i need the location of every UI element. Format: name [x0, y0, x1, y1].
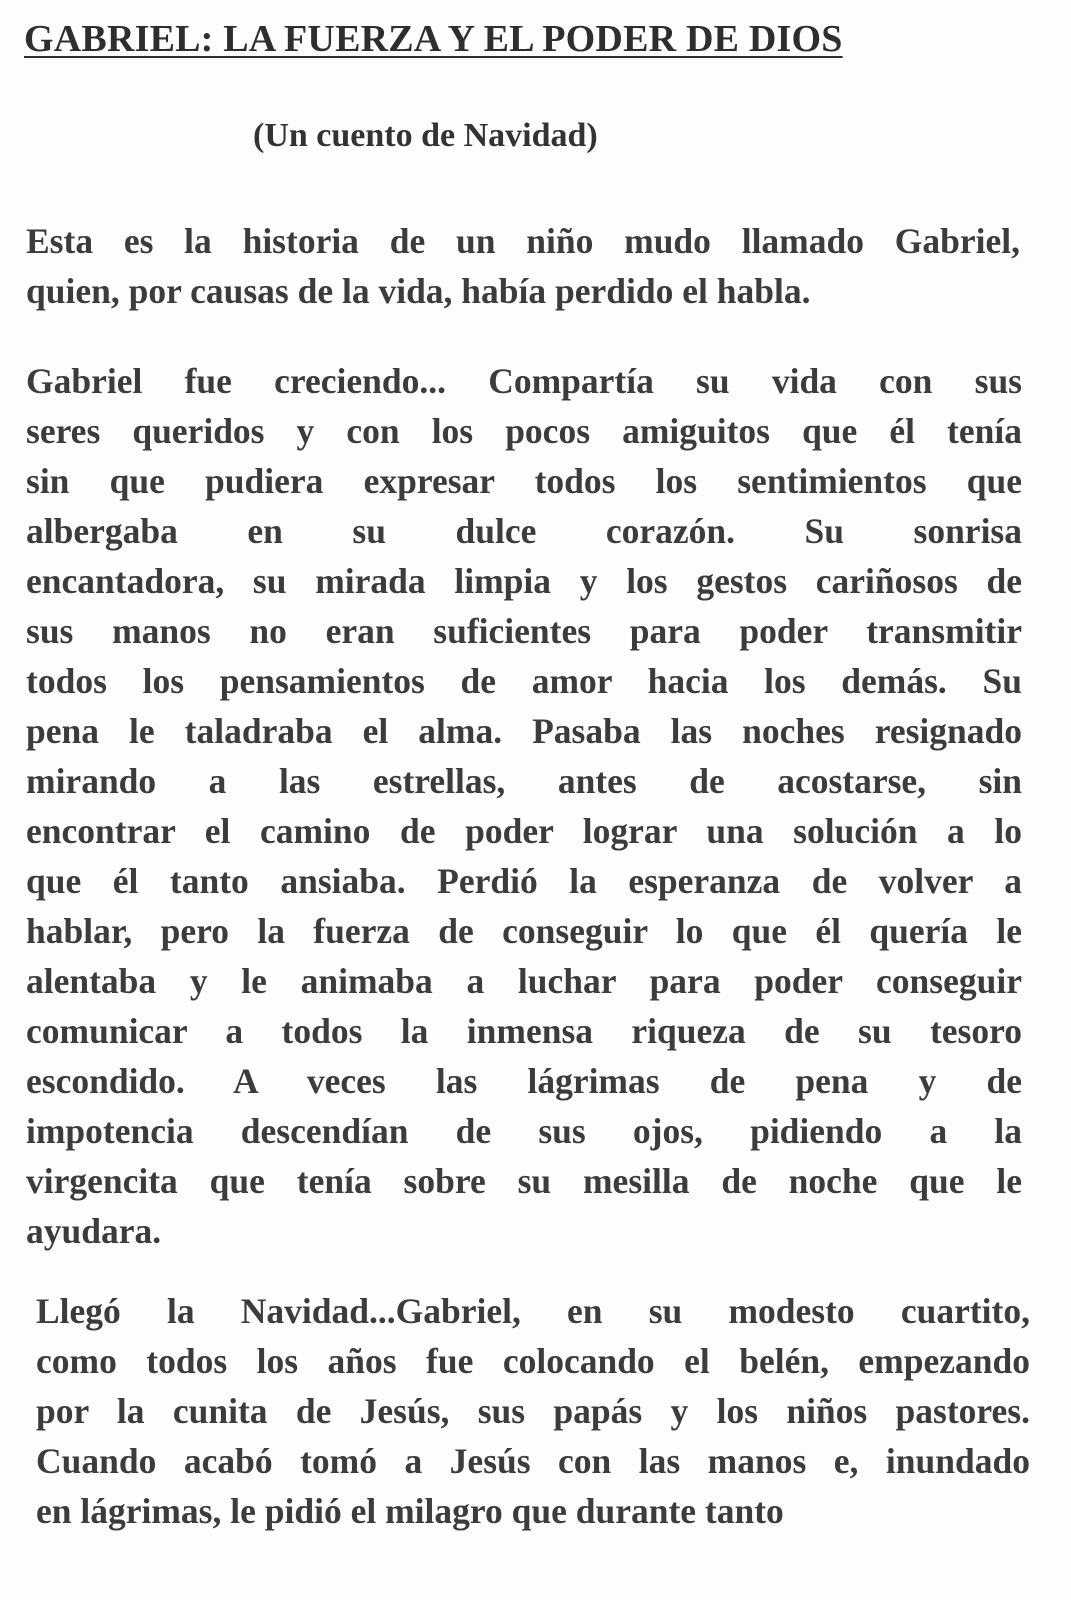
- text-line: quien, por causas de la vida, había perdido el habla.: [26, 271, 811, 311]
- text-line: escondido. A veces las lágrimas de pena y de: [26, 1061, 1022, 1101]
- paragraph-growing-up: [26, 356, 1022, 1256]
- text-line: mirando a las estrellas, antes de acostarse, sin: [26, 761, 1022, 801]
- text-line: Esta es la historia de un niño mudo llamado Gabriel,: [26, 221, 1020, 261]
- text-line: encantadora, su mirada limpia y los gestos cariñosos de: [26, 561, 1022, 601]
- text-line: pena le taladraba el alma. Pasaba las noches resignado: [26, 711, 1022, 751]
- story-subtitle: (Un cuento de Navidad): [253, 117, 598, 154]
- text-line: sus manos no eran suficientes para poder transmitir: [26, 611, 1022, 651]
- text-line: impotencia descendían de sus ojos, pidiendo a la: [26, 1111, 1022, 1151]
- text-line: Cuando acabó tomó a Jesús con las manos e, inundado: [36, 1441, 1030, 1481]
- text-line: en lágrimas, le pidió el milagro que durante tanto: [36, 1491, 784, 1531]
- text-line: como todos los años fue colocando el belén, empezando: [36, 1341, 1030, 1381]
- paragraph-christmas: [36, 1286, 1030, 1536]
- text-line: virgencita que tenía sobre su mesilla de noche que le: [26, 1161, 1022, 1201]
- text-line: todos los pensamientos de amor hacia los demás. Su: [26, 661, 1022, 701]
- story-title: GABRIEL: LA FUERZA Y EL PODER DE DIOS: [24, 18, 843, 60]
- text-line: Llegó la Navidad...Gabriel, en su modesto cuartito,: [36, 1291, 1030, 1331]
- text-line: seres queridos y con los pocos amiguitos que él tenía: [26, 411, 1022, 451]
- text-line: ayudara.: [26, 1211, 162, 1251]
- text-line: hablar, pero la fuerza de conseguir lo que él quería le: [26, 911, 1022, 951]
- paragraph-intro: [26, 216, 1020, 316]
- text-line: alentaba y le animaba a luchar para poder conseguir: [26, 961, 1022, 1001]
- text-line: que él tanto ansiaba. Perdió la esperanza de volver a: [26, 861, 1022, 901]
- text-line: Gabriel fue creciendo... Compartía su vida con sus: [26, 361, 1022, 401]
- text-line: encontrar el camino de poder lograr una solución a lo: [26, 811, 1022, 851]
- text-line: albergaba en su dulce corazón. Su sonrisa: [26, 511, 1022, 551]
- text-line: por la cunita de Jesús, sus papás y los niños pastores.: [36, 1391, 1030, 1431]
- text-line: sin que pudiera expresar todos los sentimientos que: [26, 461, 1022, 501]
- text-line: comunicar a todos la inmensa riqueza de su tesoro: [26, 1011, 1022, 1051]
